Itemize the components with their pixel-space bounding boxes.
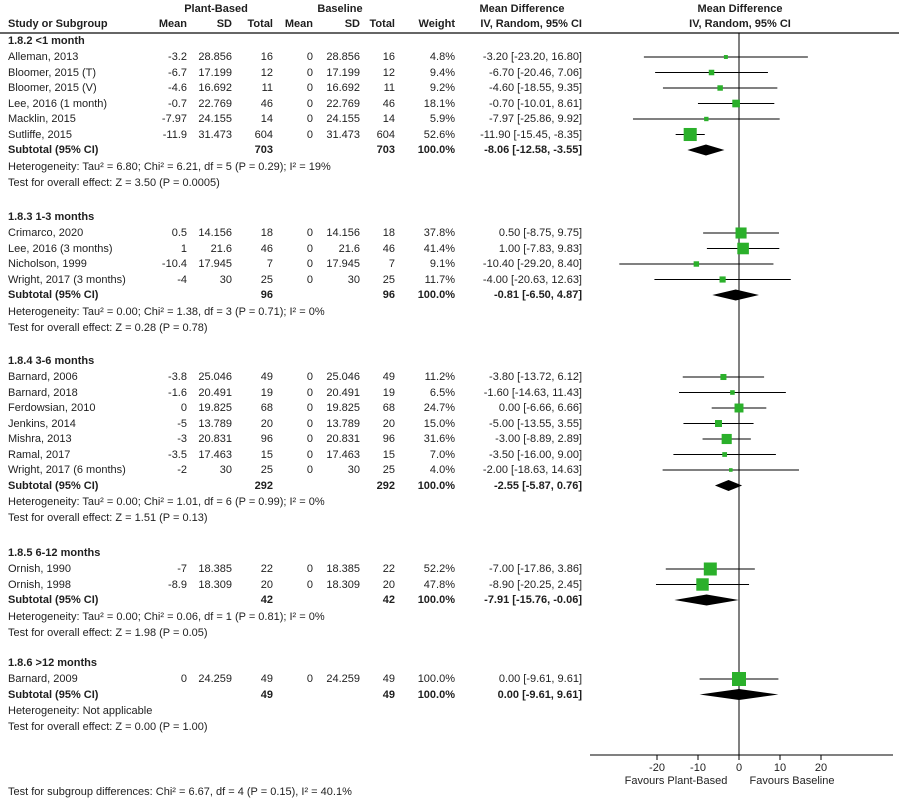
study-name: Lee, 2016 (3 months): [8, 242, 113, 255]
subgroup-heading: 1.8.6 >12 months: [8, 657, 97, 669]
study-name: Barnard, 2009: [8, 673, 78, 685]
subtotal-plant-total: 49: [260, 688, 273, 701]
study-name: Lee, 2016 (1 month): [8, 97, 108, 110]
baseline-sd-value: 18.309: [326, 578, 360, 591]
subtotal-plant-total: 292: [254, 479, 273, 492]
subtotal-label: Subtotal (95% CI): [8, 688, 99, 701]
plant-mean-value: -11.9: [162, 128, 187, 141]
weight-value: 5.9%: [429, 113, 455, 125]
subtotal-diamond: [700, 689, 779, 700]
baseline-total-value: 68: [382, 402, 395, 414]
baseline-sd-value: 17.945: [326, 258, 360, 270]
baseline-mean-value: 0: [306, 227, 313, 239]
baseline-sd-value: 25.046: [326, 371, 360, 383]
plant-mean-value: 0.5: [171, 227, 187, 239]
weight-value: 24.7%: [423, 402, 455, 414]
weight-value: 18.1%: [423, 97, 455, 110]
plant-total-value: 49: [260, 673, 273, 685]
plant-mean-header: Mean: [158, 18, 187, 30]
plant-sd-value: 17.463: [198, 448, 232, 461]
effect-square-marker: [715, 420, 722, 427]
subgroup-differences-test: Test for subgroup differences: Chi² = 6.67, df = 4 (P = 0.15), I² = 40.1%: [8, 786, 352, 798]
plant-mean-value: -4.6: [168, 82, 187, 94]
heterogeneity-text: Heterogeneity: Tau² = 0.00; Chi² = 0.06, df = 1 (P = 0.81); I² = 0%: [8, 610, 325, 623]
subtotal-ci-text: 0.00 [-9.61, 9.61]: [497, 688, 582, 701]
subtotal-weight: 100.0%: [417, 289, 455, 301]
baseline-mean-value: 0: [306, 113, 313, 125]
plant-sd-value: 17.945: [198, 258, 232, 270]
weight-value: 31.6%: [423, 433, 455, 445]
baseline-mean-value: 0: [306, 273, 313, 286]
plant-mean-value: 0: [180, 673, 187, 685]
baseline-total-value: 25: [382, 464, 395, 476]
effect-square-marker: [722, 452, 727, 457]
weight-value: 9.1%: [429, 258, 455, 270]
baseline-total-value: 14: [382, 113, 395, 125]
baseline-sd-value: 17.463: [326, 448, 360, 461]
baseline-total-value: 12: [382, 66, 395, 79]
favours-right-label: Favours Baseline: [749, 775, 835, 787]
plant-sd-value: 20.831: [198, 433, 232, 445]
ci-text: -8.90 [-20.25, 2.45]: [489, 578, 582, 591]
baseline-mean-value: 0: [306, 371, 313, 383]
baseline-sd-value: 30: [347, 273, 360, 286]
weight-value: 4.0%: [429, 464, 455, 476]
plant-sd-value: 31.473: [198, 128, 232, 141]
ci-method-plot-header: IV, Random, 95% CI: [689, 18, 791, 30]
baseline-mean-value: 0: [306, 82, 313, 94]
effect-square-marker: [722, 434, 732, 444]
weight-value: 9.2%: [429, 82, 455, 94]
plant-sd-value: 25.046: [198, 371, 232, 383]
plant-mean-value: -2: [177, 464, 187, 476]
baseline-total-value: 16: [382, 51, 395, 63]
plant-mean-value: -3.8: [168, 371, 187, 383]
plant-total-value: 604: [254, 128, 273, 141]
ci-text: -4.60 [-18.55, 9.35]: [489, 82, 582, 94]
effect-square-marker: [730, 390, 735, 395]
ci-text: 1.00 [-7.83, 9.83]: [498, 242, 582, 255]
subtotal-diamond: [687, 145, 724, 156]
study-name: Barnard, 2006: [8, 371, 78, 383]
ci-text: -3.50 [-16.00, 9.00]: [489, 448, 582, 461]
plant-sd-value: 19.825: [198, 402, 232, 414]
study-name: Mishra, 2013: [8, 433, 72, 445]
ci-text: -2.00 [-18.63, 14.63]: [482, 464, 582, 476]
ci-text: -4.00 [-20.63, 12.63]: [482, 273, 582, 286]
plant-sd-value: 24.155: [198, 113, 232, 125]
plant-sd-value: 17.199: [198, 66, 232, 79]
plant-mean-value: 1: [180, 242, 187, 255]
study-name: Barnard, 2018: [8, 386, 78, 399]
subtotal-ci-text: -0.81 [-6.50, 4.87]: [493, 289, 582, 301]
plant-mean-value: -10.4: [161, 258, 187, 270]
baseline-mean-value: 0: [306, 128, 313, 141]
x-axis-tick-label: -10: [690, 762, 706, 774]
ci-text: -1.60 [-14.63, 11.43]: [483, 386, 582, 399]
mean-difference-plot-header: Mean Difference: [697, 3, 783, 15]
weight-value: 6.5%: [429, 386, 455, 399]
effect-square-marker: [737, 243, 749, 255]
baseline-total-value: 20: [382, 417, 395, 430]
plant-total-value: 46: [260, 242, 273, 255]
plant-total-value: 7: [266, 258, 273, 270]
baseline-mean-value: 0: [306, 464, 313, 476]
baseline-sd-value: 16.692: [326, 82, 360, 94]
weight-value: 41.4%: [423, 242, 455, 255]
ci-text: -3.80 [-13.72, 6.12]: [489, 371, 582, 383]
study-name: Alleman, 2013: [8, 51, 79, 63]
ci-text: -3.20 [-23.20, 16.80]: [482, 51, 582, 63]
overall-effect-text: Test for overall effect: Z = 0.28 (P = 0.78): [8, 321, 208, 334]
plant-sd-value: 14.156: [198, 227, 232, 239]
plant-sd-value: 30: [219, 464, 232, 476]
baseline-total-value: 96: [382, 433, 395, 445]
heterogeneity-text: Heterogeneity: Tau² = 0.00; Chi² = 1.38, df = 3 (P = 0.71); I² = 0%: [8, 305, 325, 318]
ci-text: -7.00 [-17.86, 3.86]: [489, 563, 582, 575]
study-name: Ornish, 1998: [8, 578, 71, 591]
baseline-total-value: 20: [382, 578, 395, 591]
subtotal-diamond: [674, 595, 738, 606]
ci-text: -7.97 [-25.86, 9.92]: [489, 113, 582, 125]
study-column-header: Study or Subgroup: [8, 18, 108, 30]
weight-value: 11.2%: [424, 371, 455, 383]
mean-difference-column-header: Mean Difference: [479, 3, 565, 15]
subtotal-label: Subtotal (95% CI): [8, 594, 99, 606]
plant-total-value: 20: [260, 417, 273, 430]
study-name: Sutliffe, 2015: [8, 128, 73, 141]
ci-text: 0.50 [-8.75, 9.75]: [498, 227, 582, 239]
plant-sd-value: 13.789: [198, 417, 232, 430]
subtotal-weight: 100.0%: [417, 144, 455, 156]
subtotal-plant-total: 96: [260, 289, 273, 301]
plant-mean-value: -4: [177, 273, 187, 286]
study-name: Jenkins, 2014: [8, 417, 76, 430]
subtotal-baseline-total: 292: [376, 479, 395, 492]
study-name: Ramal, 2017: [8, 448, 71, 461]
subtotal-ci-text: -2.55 [-5.87, 0.76]: [493, 479, 582, 492]
effect-square-marker: [704, 562, 717, 575]
effect-square-marker: [732, 672, 746, 686]
baseline-total-value: 18: [382, 227, 395, 239]
plant-total-value: 14: [260, 113, 273, 125]
subtotal-diamond: [715, 480, 742, 491]
subgroup-heading: 1.8.2 <1 month: [8, 35, 85, 47]
baseline-total-value: 7: [388, 258, 395, 270]
baseline-mean-value: 0: [306, 673, 313, 685]
plant-total-header: Total: [247, 18, 273, 30]
baseline-mean-value: 0: [306, 433, 313, 445]
baseline-total-value: 46: [382, 242, 395, 255]
plant-sd-value: 21.6: [210, 242, 232, 255]
baseline-mean-value: 0: [306, 51, 313, 63]
study-name: Nicholson, 1999: [8, 258, 87, 270]
baseline-total-value: 25: [382, 273, 395, 286]
baseline-total-value: 604: [376, 128, 395, 141]
baseline-sd-value: 24.259: [326, 673, 360, 685]
effect-square-marker: [696, 578, 708, 590]
plant-sd-value: 20.491: [198, 386, 232, 399]
subtotal-baseline-total: 96: [382, 289, 395, 301]
subtotal-label: Subtotal (95% CI): [8, 479, 99, 492]
weight-value: 52.2%: [423, 563, 455, 575]
effect-square-marker: [720, 276, 726, 282]
subtotal-plant-total: 42: [260, 594, 273, 606]
baseline-sd-value: 18.385: [326, 563, 360, 575]
plant-total-value: 68: [260, 402, 273, 414]
baseline-sd-value: 19.825: [326, 402, 360, 414]
x-axis-tick-label: 0: [735, 762, 743, 774]
baseline-mean-value: 0: [306, 386, 313, 399]
plant-mean-value: 0: [180, 402, 187, 414]
plant-sd-value: 16.692: [198, 82, 232, 94]
plant-sd-value: 18.385: [198, 563, 232, 575]
weight-value: 15.0%: [423, 417, 455, 430]
heterogeneity-text: Heterogeneity: Tau² = 0.00; Chi² = 1.01, df = 6 (P = 0.99); I² = 0%: [8, 496, 325, 508]
plant-mean-value: -3: [177, 433, 187, 445]
subtotal-ci-text: -7.91 [-15.76, -0.06]: [484, 594, 582, 606]
weight-value: 9.4%: [429, 66, 455, 79]
weight-value: 47.8%: [423, 578, 455, 591]
plant-total-value: 25: [260, 464, 273, 476]
subtotal-plant-total: 703: [254, 144, 273, 156]
weight-value: 52.6%: [423, 128, 455, 141]
plant-total-value: 96: [260, 433, 273, 445]
plant-total-value: 16: [260, 51, 273, 63]
baseline-sd-value: 20.491: [326, 386, 360, 399]
plant-total-value: 46: [260, 97, 273, 110]
study-name: Bloomer, 2015 (T): [8, 66, 97, 79]
baseline-mean-value: 0: [306, 402, 313, 414]
subtotal-label: Subtotal (95% CI): [8, 144, 99, 156]
ci-text: -0.70 [-10.01, 8.61]: [489, 97, 582, 110]
plant-based-group-header: Plant-Based: [184, 3, 248, 15]
subtotal-weight: 100.0%: [417, 594, 455, 606]
effect-square-marker: [736, 227, 747, 238]
plant-sd-value: 24.259: [198, 673, 232, 685]
weight-value: 7.0%: [429, 448, 455, 461]
weight-value: 4.8%: [429, 51, 455, 63]
study-name: Wright, 2017 (3 months): [8, 273, 126, 286]
plant-mean-value: -3.5: [168, 448, 187, 461]
x-axis-tick-label: -20: [649, 762, 665, 774]
effect-square-marker: [729, 468, 733, 472]
baseline-sd-value: 20.831: [326, 433, 360, 445]
baseline-total-value: 15: [382, 448, 395, 461]
plant-mean-value: -7.97: [161, 113, 187, 125]
plant-sd-value: 28.856: [198, 51, 232, 63]
subtotal-weight: 100.0%: [417, 479, 455, 492]
plant-mean-value: -1.6: [168, 386, 187, 399]
overall-effect-text: Test for overall effect: Z = 1.98 (P = 0.05): [8, 626, 208, 639]
favours-left-label: Favours Plant-Based: [624, 775, 728, 787]
subtotal-baseline-total: 49: [382, 688, 395, 701]
plant-mean-value: -5: [177, 417, 187, 430]
plant-total-value: 19: [260, 386, 273, 399]
baseline-sd-value: 21.6: [338, 242, 360, 255]
baseline-mean-value: 0: [306, 258, 313, 270]
baseline-total-value: 46: [382, 97, 395, 110]
baseline-sd-value: 22.769: [326, 97, 360, 110]
plant-sd-value: 30: [219, 273, 232, 286]
ci-text: -11.90 [-15.45, -8.35]: [480, 128, 582, 141]
plant-mean-value: -8.9: [168, 578, 187, 591]
ci-text: -5.00 [-13.55, 3.55]: [489, 417, 582, 430]
plant-sd-header: SD: [216, 18, 232, 30]
plant-sd-value: 18.309: [198, 578, 232, 591]
ci-text: 0.00 [-6.66, 6.66]: [498, 402, 582, 414]
plant-total-value: 11: [261, 82, 273, 94]
ci-method-header: IV, Random, 95% CI: [480, 18, 582, 30]
baseline-total-value: 19: [382, 386, 395, 399]
baseline-mean-header: Mean: [284, 18, 313, 30]
effect-square-marker: [684, 128, 697, 141]
weight-value: 11.7%: [424, 273, 455, 286]
ci-text: 0.00 [-9.61, 9.61]: [498, 673, 582, 685]
subtotal-baseline-total: 703: [376, 144, 395, 156]
plant-total-value: 18: [260, 227, 273, 239]
baseline-sd-value: 17.199: [326, 66, 360, 79]
subtotal-diamond: [712, 290, 759, 301]
baseline-total-value: 49: [382, 673, 395, 685]
overall-effect-text: Test for overall effect: Z = 0.00 (P = 1.00): [8, 721, 208, 733]
weight-value: 100.0%: [417, 673, 455, 685]
subtotal-ci-text: -8.06 [-12.58, -3.55]: [484, 144, 582, 156]
baseline-sd-value: 13.789: [326, 417, 360, 430]
plant-total-value: 12: [260, 66, 273, 79]
effect-square-marker: [735, 404, 744, 413]
baseline-sd-value: 30: [347, 464, 360, 476]
baseline-total-value: 11: [383, 82, 395, 94]
effect-square-marker: [732, 100, 740, 108]
baseline-total-value: 22: [382, 563, 395, 575]
study-name: Ferdowsian, 2010: [8, 402, 96, 414]
baseline-mean-value: 0: [306, 66, 313, 79]
overall-effect-text: Test for overall effect: Z = 3.50 (P = 0.0005): [8, 176, 220, 189]
baseline-sd-header: SD: [344, 18, 360, 30]
baseline-mean-value: 0: [306, 97, 313, 110]
plant-mean-value: -3.2: [168, 51, 187, 63]
weight-header: Weight: [418, 18, 455, 30]
plant-total-value: 22: [260, 563, 273, 575]
plant-sd-value: 22.769: [198, 97, 232, 110]
baseline-total-value: 49: [382, 371, 395, 383]
x-axis-tick-label: 10: [773, 762, 787, 774]
weight-value: 37.8%: [423, 227, 455, 239]
baseline-total-header: Total: [369, 18, 395, 30]
effect-square-marker: [694, 261, 699, 266]
subgroup-heading: 1.8.3 1-3 months: [8, 211, 95, 223]
ci-text: -3.00 [-8.89, 2.89]: [495, 433, 582, 445]
plant-mean-value: -0.7: [168, 97, 187, 110]
subgroup-heading: 1.8.5 6-12 months: [8, 547, 101, 559]
plant-total-value: 15: [260, 448, 273, 461]
effect-square-marker: [720, 374, 726, 380]
heterogeneity-text: Heterogeneity: Tau² = 6.80; Chi² = 6.21, df = 5 (P = 0.29); I² = 19%: [8, 160, 331, 173]
overall-effect-text: Test for overall effect: Z = 1.51 (P = 0.13): [8, 512, 208, 524]
plant-mean-value: -7: [177, 563, 187, 575]
baseline-mean-value: 0: [306, 242, 313, 255]
subtotal-weight: 100.0%: [417, 688, 455, 701]
plant-total-value: 49: [260, 371, 273, 383]
ci-text: -10.40 [-29.20, 8.40]: [482, 258, 582, 270]
baseline-mean-value: 0: [306, 563, 313, 575]
baseline-group-header: Baseline: [317, 3, 363, 15]
study-name: Crimarco, 2020: [8, 227, 84, 239]
subgroup-heading: 1.8.4 3-6 months: [8, 355, 95, 367]
baseline-sd-value: 31.473: [326, 128, 360, 141]
baseline-sd-value: 14.156: [326, 227, 360, 239]
study-name: Ornish, 1990: [8, 563, 71, 575]
baseline-sd-value: 28.856: [326, 51, 360, 63]
plant-total-value: 25: [260, 273, 273, 286]
heterogeneity-text: Heterogeneity: Not applicable: [8, 705, 153, 717]
effect-square-marker: [717, 85, 722, 90]
baseline-sd-value: 24.155: [326, 113, 360, 125]
effect-square-marker: [724, 55, 728, 59]
baseline-mean-value: 0: [306, 448, 313, 461]
effect-square-marker: [709, 70, 715, 76]
study-name: Macklin, 2015: [8, 113, 76, 125]
plant-mean-value: -6.7: [168, 66, 187, 79]
baseline-mean-value: 0: [306, 417, 313, 430]
subtotal-label: Subtotal (95% CI): [8, 289, 99, 301]
study-name: Wright, 2017 (6 months): [8, 464, 126, 476]
plant-total-value: 20: [260, 578, 273, 591]
x-axis-tick-label: 20: [814, 762, 828, 774]
effect-square-marker: [704, 117, 708, 121]
ci-text: -6.70 [-20.46, 7.06]: [489, 66, 582, 79]
baseline-mean-value: 0: [306, 578, 313, 591]
subtotal-baseline-total: 42: [382, 594, 395, 606]
study-name: Bloomer, 2015 (V): [8, 82, 97, 94]
